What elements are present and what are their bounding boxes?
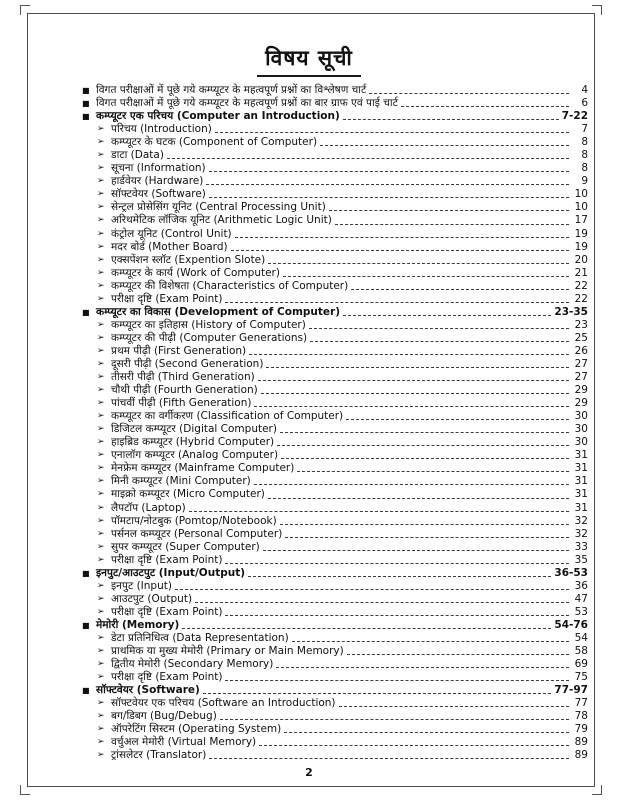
toc-entry-label: परीक्षा दृष्टि (Exam Point) [111, 292, 223, 305]
toc-entry-page: 22 [574, 279, 588, 292]
arrow-bullet-icon: ➢ [97, 580, 105, 591]
arrow-bullet-icon: ➢ [97, 711, 105, 722]
arrow-bullet-icon: ➢ [97, 332, 105, 343]
arrow-bullet-icon: ➢ [97, 515, 105, 526]
toc-entry [82, 345, 588, 358]
dash-leader [335, 224, 569, 225]
toc-entry-page: 36 [574, 579, 588, 592]
toc-entry-label: लैपटॉप (Laptop) [111, 501, 186, 514]
toc-entry [82, 645, 588, 658]
dash-leader [343, 315, 551, 316]
arrow-bullet-icon: ➢ [97, 228, 105, 239]
toc-entry-page: 31 [574, 449, 588, 462]
dash-leader [339, 706, 569, 707]
arrow-bullet-icon: ➢ [97, 398, 105, 409]
toc-entry-label: सेन्ट्रल प्रोसेसिंग यूनिट (Central Processing Unit) [111, 201, 326, 214]
arrow-bullet-icon: ➢ [97, 646, 105, 657]
dash-leader [346, 419, 569, 420]
dash-leader [259, 745, 569, 746]
toc-entry-label: चौथी पीढ़ी (Fourth Generation) [111, 384, 258, 397]
dash-leader [215, 132, 569, 133]
toc-entry [82, 358, 588, 371]
toc-entry-page: 32 [574, 527, 588, 540]
arrow-bullet-icon: ➢ [97, 698, 105, 709]
toc-entry-page: 8 [581, 149, 588, 162]
dash-leader [401, 106, 569, 107]
toc-entry-label: पांचवीं पीढ़ी (Fifth Generation) [111, 397, 252, 410]
arrow-bullet-icon: ➢ [97, 163, 105, 174]
toc-entry [82, 554, 588, 567]
dash-leader [189, 511, 569, 512]
toc-entry-page: 31 [574, 501, 588, 514]
dash-leader [203, 693, 552, 694]
dash-leader [268, 498, 569, 499]
toc-entry-label: द्वितीय मेमोरी (Secondary Memory) [111, 658, 274, 671]
toc-entry [82, 280, 588, 293]
toc-entry-label: आउटपुट (Output) [111, 592, 193, 605]
toc-entry-label: कम्प्यूटर के कार्य (Work of Computer) [111, 266, 280, 279]
page-title-text: विषय सूची [257, 44, 361, 77]
toc-entry-page: 30 [574, 423, 588, 436]
arrow-bullet-icon: ➢ [97, 476, 105, 487]
toc-entry [82, 254, 588, 267]
toc-entry-page: 69 [574, 658, 588, 671]
toc-entry [82, 515, 588, 528]
toc-entry [82, 136, 588, 149]
toc-entry-page: 32 [574, 514, 588, 527]
toc-entry-page: 29 [574, 397, 588, 410]
toc-entry [82, 684, 588, 697]
dash-leader [277, 445, 569, 446]
toc-entry [82, 175, 588, 188]
toc-entry-page: 31 [574, 475, 588, 488]
toc-entry-page: 77-97 [554, 684, 588, 697]
toc-entry [82, 384, 588, 397]
toc-entry-label: कम्प्यूटर का इतिहास (History of Computer) [111, 318, 306, 331]
toc-entry-page: 77 [574, 697, 588, 710]
toc-entry-page: 4 [581, 84, 588, 96]
table-of-contents [82, 84, 588, 762]
toc-entry-label: ऑपरेटिंग सिस्टम (Operating System) [111, 723, 282, 736]
toc-entry [82, 632, 588, 645]
dash-leader [209, 171, 569, 172]
arrow-bullet-icon: ➢ [97, 202, 105, 213]
dash-leader [235, 237, 569, 238]
toc-entry [82, 84, 588, 97]
toc-entry [82, 580, 588, 593]
toc-entry [82, 502, 588, 515]
dash-leader [351, 289, 569, 290]
toc-entry-label: सूचना (Information) [111, 162, 206, 175]
toc-entry [82, 188, 588, 201]
toc-entry [82, 241, 588, 254]
toc-entry-label: दूसरी पीढ़ी (Second Generation) [111, 357, 264, 370]
toc-entry [82, 306, 588, 319]
toc-entry-label: मदर बोर्ड (Mother Board) [111, 240, 228, 253]
toc-entry-label: विगत परीक्षाओं में पूछे गये कम्प्यूटर के महत्वपूर्ण प्रश्नों का बार ग्राफ एवं पाई चार्ट [96, 97, 398, 110]
arrow-bullet-icon: ➢ [97, 528, 105, 539]
toc-entry-label: प्रथम पीढ़ी (First Generation) [111, 344, 247, 357]
dash-leader [206, 184, 569, 185]
toc-entry [82, 619, 588, 632]
arrow-bullet-icon: ➢ [97, 176, 105, 187]
square-bullet-icon: ■ [82, 86, 90, 95]
arrow-bullet-icon: ➢ [97, 241, 105, 252]
dash-leader [285, 537, 569, 538]
toc-entry [82, 123, 588, 136]
toc-entry-label: बग/डिबग (Bug/Debug) [111, 710, 217, 723]
toc-entry-label: सॉफ्टवेयर (Software) [111, 188, 206, 201]
toc-entry-page: 23 [574, 318, 588, 331]
toc-entry [82, 749, 588, 762]
dash-leader [266, 367, 569, 368]
arrow-bullet-icon: ➢ [97, 254, 105, 265]
arrow-bullet-icon: ➢ [97, 267, 105, 278]
dash-leader [283, 276, 569, 277]
dash-leader [225, 302, 569, 303]
dash-leader [310, 341, 569, 342]
toc-entry-page: 10 [574, 201, 588, 214]
dash-leader [231, 250, 569, 251]
toc-entry-page: 19 [574, 227, 588, 240]
toc-entry-label: कम्प्यूटर की विशेषता (Characteristics of Computer) [111, 279, 349, 292]
dash-leader [195, 602, 569, 603]
dash-leader [261, 393, 569, 394]
dash-leader [209, 197, 569, 198]
toc-entry-page: 25 [574, 331, 588, 344]
dash-leader [254, 484, 569, 485]
toc-entry-page: 17 [574, 214, 588, 227]
toc-entry-label: इनपुट/आउटपुट (Input/Output) [96, 566, 246, 579]
toc-entry-page: 10 [574, 188, 588, 201]
toc-entry-label: परीक्षा दृष्टि (Exam Point) [111, 605, 223, 618]
toc-entry-label: सॉफ्टवेयर एक परिचय (Software an Introduction) [111, 697, 336, 710]
toc-entry-page: 75 [574, 671, 588, 684]
dash-leader [225, 615, 569, 616]
toc-entry-label: अरिथमेटिक लॉजिक यूनिट (Arithmetic Logic Unit) [111, 214, 332, 227]
dash-leader [297, 471, 569, 472]
toc-entry-label: कम्प्यूटर का वर्गीकरण (Classification of Computer) [111, 410, 344, 423]
dash-leader [258, 380, 569, 381]
toc-entry [82, 371, 588, 384]
arrow-bullet-icon: ➢ [97, 124, 105, 135]
toc-entry-label: डेटा प्रतिनिधित्व (Data Representation) [111, 631, 289, 644]
toc-entry-label: तीसरी पीढ़ी (Third Generation) [111, 371, 255, 384]
toc-entry [82, 567, 588, 580]
toc-entry-page: 30 [574, 410, 588, 423]
toc-entry-page: 21 [574, 266, 588, 279]
toc-entry-label: हार्डवेयर (Hardware) [111, 175, 204, 188]
toc-entry-label: सुपर कम्प्यूटर (Super Computer) [111, 540, 260, 553]
arrow-bullet-icon: ➢ [97, 150, 105, 161]
toc-entry-label: इनपुट (Input) [111, 579, 172, 592]
toc-entry [82, 462, 588, 475]
toc-entry [82, 436, 588, 449]
toc-entry-page: 23-35 [554, 305, 588, 318]
toc-entry-label: कम्प्यूटर एक परिचय (Computer an Introduction) [96, 110, 340, 123]
arrow-bullet-icon: ➢ [97, 593, 105, 604]
toc-entry [82, 149, 588, 162]
toc-entry-page: 54-76 [554, 618, 588, 631]
arrow-bullet-icon: ➢ [97, 424, 105, 435]
toc-entry [82, 606, 588, 619]
dash-leader [329, 210, 569, 211]
arrow-bullet-icon: ➢ [97, 385, 105, 396]
toc-entry-label: पॉमटाप/नोटबुक (Pomtop/Notebook) [111, 514, 277, 527]
arrow-bullet-icon: ➢ [97, 502, 105, 513]
toc-entry-label: मिनी कम्प्यूटर (Mini Computer) [111, 475, 251, 488]
toc-entry [82, 110, 588, 123]
arrow-bullet-icon: ➢ [97, 541, 105, 552]
toc-entry-page: 53 [574, 605, 588, 618]
toc-entry-page: 47 [574, 592, 588, 605]
dash-leader [280, 432, 569, 433]
toc-entry-label: परीक्षा दृष्टि (Exam Point) [111, 553, 223, 566]
toc-entry [82, 475, 588, 488]
arrow-bullet-icon: ➢ [97, 293, 105, 304]
toc-entry-label: मेमोरी (Memory) [96, 618, 180, 631]
toc-entry-label: एनालॉग कम्प्यूटर (Analog Computer) [111, 449, 279, 462]
toc-entry [82, 488, 588, 501]
toc-entry [82, 397, 588, 410]
toc-entry [82, 410, 588, 423]
toc-entry-label: हाइब्रिड कम्प्यूटर (Hybrid Computer) [111, 436, 275, 449]
toc-entry [82, 593, 588, 606]
dash-leader [343, 119, 559, 120]
toc-entry-label: कम्प्यूटर की पीढ़ी (Computer Generations) [111, 331, 308, 344]
arrow-bullet-icon: ➢ [97, 750, 105, 761]
arrow-bullet-icon: ➢ [97, 358, 105, 369]
toc-entry-page: 58 [574, 645, 588, 658]
arrow-bullet-icon: ➢ [97, 489, 105, 500]
square-bullet-icon: ■ [82, 307, 90, 317]
toc-entry-page: 7-22 [561, 110, 588, 123]
toc-entry-page: 20 [574, 253, 588, 266]
arrow-bullet-icon: ➢ [97, 372, 105, 383]
toc-entry-label: माइक्रो कम्प्यूटर (Micro Computer) [111, 488, 265, 501]
toc-entry-page: 31 [574, 488, 588, 501]
toc-entry [82, 541, 588, 554]
arrow-bullet-icon: ➢ [97, 737, 105, 748]
dash-leader [225, 680, 569, 681]
toc-entry-page: 54 [574, 631, 588, 644]
toc-entry-page: 26 [574, 344, 588, 357]
arrow-bullet-icon: ➢ [97, 606, 105, 617]
toc-entry-page: 30 [574, 436, 588, 449]
square-bullet-icon: ■ [82, 686, 90, 696]
toc-entry-page: 27 [574, 357, 588, 370]
toc-entry-label: वर्चुअल मेमोरी (Virtual Memory) [111, 736, 257, 749]
page-title [0, 44, 618, 77]
toc-entry-page: 29 [574, 384, 588, 397]
arrow-bullet-icon: ➢ [97, 437, 105, 448]
toc-entry-label: प्राथमिक या मुख्य मेमोरी (Primary or Main Memory) [111, 645, 344, 658]
arrow-bullet-icon: ➢ [97, 319, 105, 330]
toc-entry-label: सॉफ्टवेयर (Software) [96, 684, 200, 697]
footer-page-number: 2 [305, 766, 313, 779]
dash-leader [347, 654, 569, 655]
toc-entry [82, 319, 588, 332]
arrow-bullet-icon: ➢ [97, 632, 105, 643]
toc-entry-page: 35 [574, 553, 588, 566]
dash-leader [249, 354, 569, 355]
toc-entry [82, 214, 588, 227]
toc-entry-page: 89 [574, 749, 588, 762]
toc-entry-page: 27 [574, 371, 588, 384]
dash-leader [320, 145, 569, 146]
arrow-bullet-icon: ➢ [97, 189, 105, 200]
toc-entry [82, 671, 588, 684]
dash-leader [254, 406, 569, 407]
square-bullet-icon: ■ [82, 112, 90, 122]
toc-entry [82, 658, 588, 671]
dash-leader [284, 732, 569, 733]
arrow-bullet-icon: ➢ [97, 345, 105, 356]
dash-leader [263, 550, 569, 551]
toc-entry-label: कंट्रोल यूनिट (Control Unit) [111, 227, 232, 240]
toc-entry-label: डाटा (Data) [111, 149, 164, 162]
toc-entry-page: 6 [581, 97, 588, 110]
toc-entry-page: 31 [574, 462, 588, 475]
arrow-bullet-icon: ➢ [97, 672, 105, 683]
toc-entry [82, 723, 588, 736]
toc-entry [82, 332, 588, 345]
toc-entry-page: 9 [581, 175, 588, 188]
toc-entry-label: मेनफ्रेम कम्प्यूटर (Mainframe Computer) [111, 462, 295, 475]
arrow-bullet-icon: ➢ [97, 280, 105, 291]
toc-entry-page: 79 [574, 723, 588, 736]
arrow-bullet-icon: ➢ [97, 463, 105, 474]
square-bullet-icon: ■ [82, 99, 90, 109]
toc-entry [82, 293, 588, 306]
dash-leader [309, 328, 569, 329]
toc-entry [82, 162, 588, 175]
toc-entry-label: कम्प्यूटर के घटक (Component of Computer) [111, 136, 318, 149]
dash-leader [175, 589, 569, 590]
arrow-bullet-icon: ➢ [97, 215, 105, 226]
toc-entry-page: 78 [574, 710, 588, 723]
square-bullet-icon: ■ [82, 568, 90, 578]
arrow-bullet-icon: ➢ [97, 450, 105, 461]
dash-leader [292, 641, 569, 642]
toc-entry-label: डिजिटल कम्प्यूटर (Digital Computer) [111, 423, 277, 436]
dash-leader [248, 576, 551, 577]
toc-entry-page: 36-53 [554, 566, 588, 579]
toc-entry [82, 528, 588, 541]
toc-entry-page: 19 [574, 240, 588, 253]
toc-entry [82, 97, 588, 110]
toc-entry [82, 710, 588, 723]
square-bullet-icon: ■ [82, 620, 90, 630]
toc-entry-page: 7 [581, 123, 588, 136]
dash-leader [209, 758, 569, 759]
toc-entry-page: 33 [574, 540, 588, 553]
toc-entry [82, 736, 588, 749]
toc-entry-label: विगत परीक्षाओं में पूछे गये कम्प्यूटर के महत्वपूर्ण प्रश्नों का विश्लेषण चार्ट [96, 84, 367, 96]
toc-entry-page: 8 [581, 162, 588, 175]
toc-entry [82, 697, 588, 710]
arrow-bullet-icon: ➢ [97, 659, 105, 670]
toc-entry [82, 201, 588, 214]
toc-entry-label: कम्प्यूटर का विकास (Development of Computer) [96, 305, 340, 318]
dash-leader [182, 628, 551, 629]
toc-entry-page: 89 [574, 736, 588, 749]
dash-leader [280, 524, 569, 525]
arrow-bullet-icon: ➢ [97, 137, 105, 148]
toc-entry [82, 423, 588, 436]
toc-entry-label: पर्सनल कम्प्यूटर (Personal Computer) [111, 527, 283, 540]
toc-entry [82, 267, 588, 280]
toc-entry-label: एक्सपेंशन स्लॉट (Expention Slote) [111, 253, 266, 266]
arrow-bullet-icon: ➢ [97, 554, 105, 565]
dash-leader [369, 93, 569, 94]
toc-entry [82, 449, 588, 462]
toc-entry [82, 228, 588, 241]
dash-leader [220, 719, 569, 720]
dash-leader [281, 458, 569, 459]
toc-entry-label: ट्रांसलेटर (Translator) [111, 749, 207, 762]
toc-entry-page: 8 [581, 136, 588, 149]
arrow-bullet-icon: ➢ [97, 411, 105, 422]
dash-leader [268, 263, 569, 264]
dash-leader [167, 158, 569, 159]
toc-entry-label: परीक्षा दृष्टि (Exam Point) [111, 671, 223, 684]
toc-entry-label: परिचय (Introduction) [111, 123, 212, 136]
toc-entry-page: 22 [574, 292, 588, 305]
dash-leader [225, 563, 569, 564]
dash-leader [276, 667, 569, 668]
arrow-bullet-icon: ➢ [97, 724, 105, 735]
